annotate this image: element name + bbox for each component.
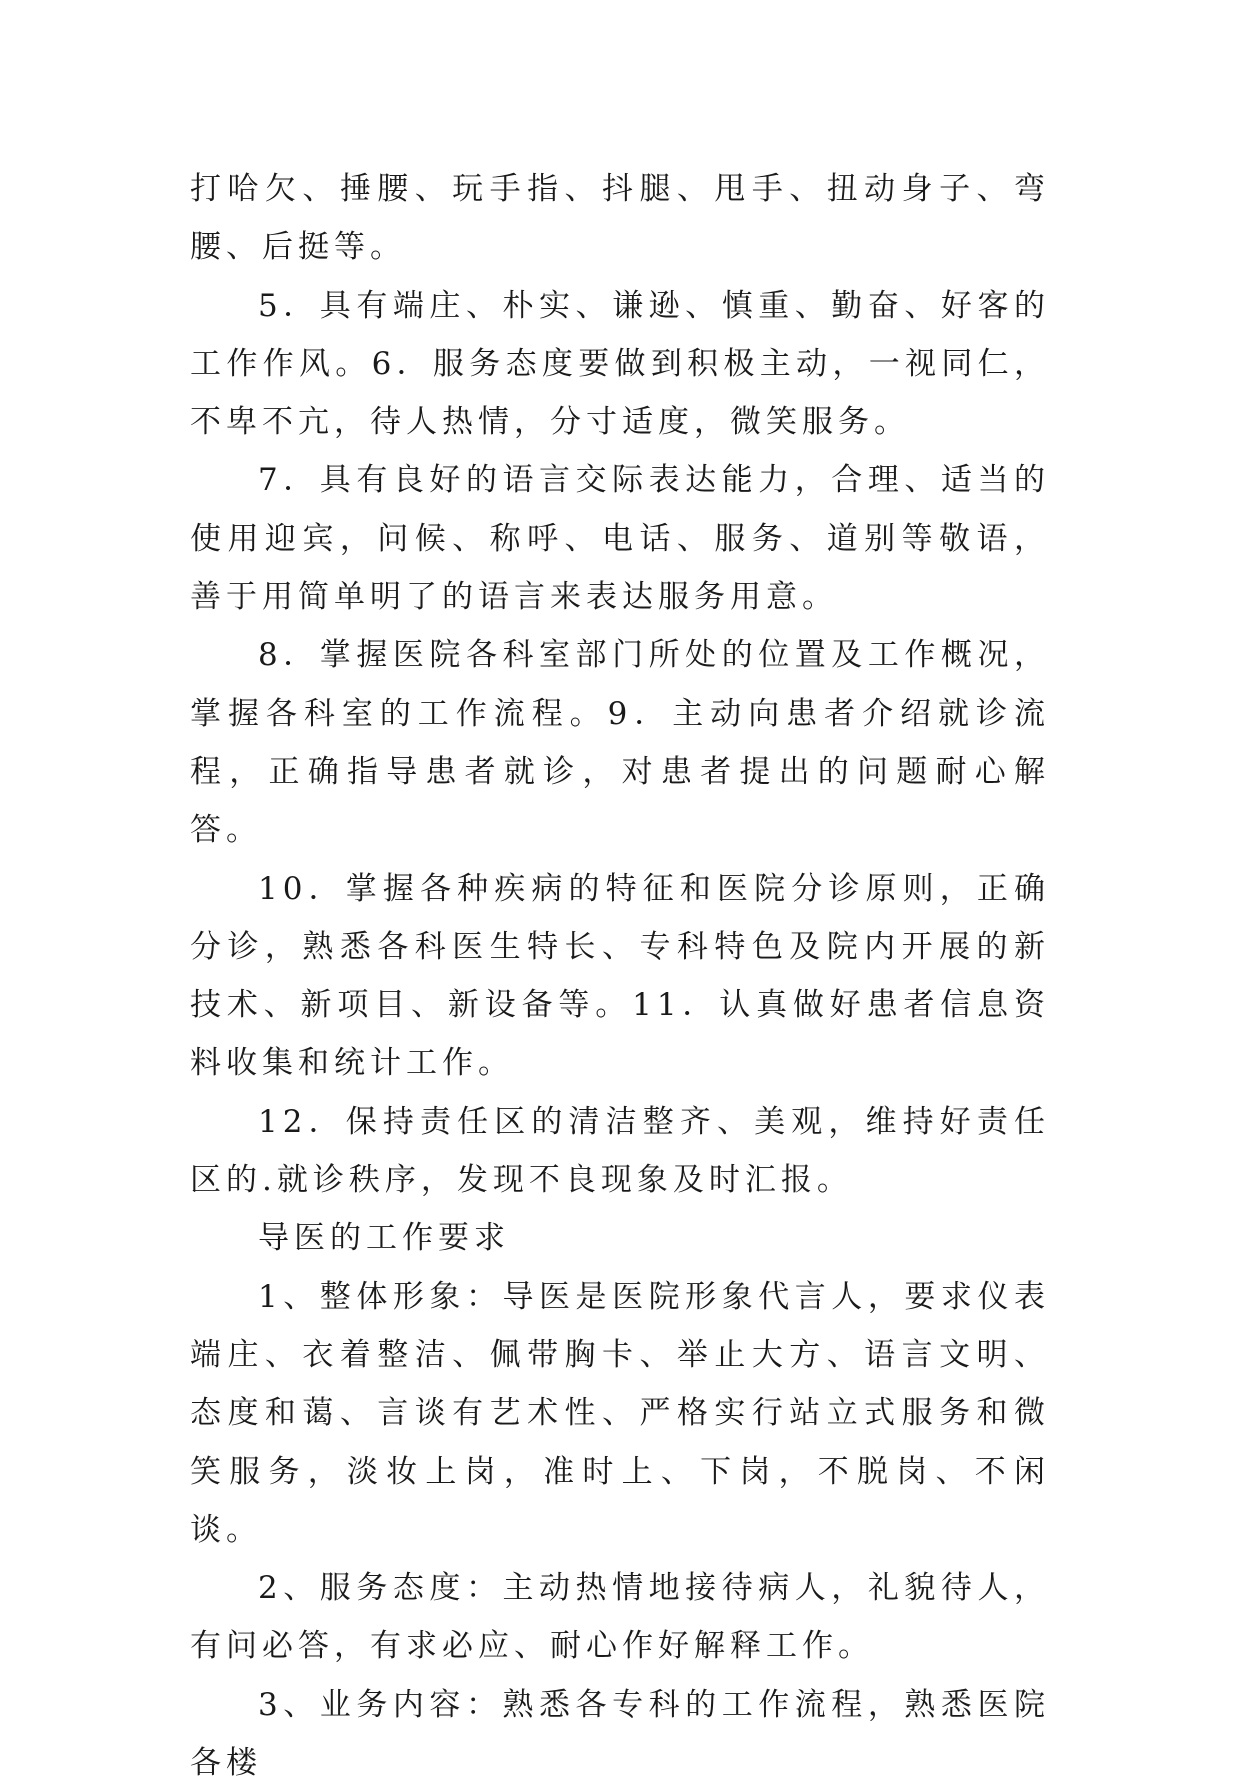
- document-body: [190, 160, 1050, 1792]
- paragraph-item-7: 7．具有良好的语言交际表达能力，合理、适当的使用迎宾，问候、称呼、电话、服务、道别等敬语，善于用简单明了的语言来表达服务用意。: [190, 462, 1050, 616]
- section-heading: 导医的工作要求: [258, 1220, 510, 1257]
- paragraph-item-8-9: 8．掌握医院各科室部门所处的位置及工作概况，掌握各科室的工作流程。9．主动向患者介绍就诊流程，正确指导患者就诊，对患者提出的问题耐心解答。: [190, 637, 1050, 849]
- paragraph-requirement-1: 1、整体形象：导医是医院形象代言人，要求仪表端庄、衣着整洁、佩带胸卡、举止大方、语言文明、态度和蔼、言谈有艺术性、严格实行站立式服务和微笑服务，淡妆上岗，准时上、下岗，不脱岗、不闲谈。: [190, 1278, 1050, 1548]
- paragraph-item-10-11: 10．掌握各种疾病的特征和医院分诊原则，正确分诊，熟悉各科医生特长、专科特色及院内开展的新技术、新项目、新设备等。11．认真做好患者信息资料收集和统计工作。: [190, 870, 1050, 1082]
- paragraph-continuation: 打哈欠、捶腰、玩手指、抖腿、甩手、扭动身子、弯腰、后挺等。: [190, 171, 1050, 266]
- paragraph-requirement-3: 3、业务内容：熟悉各专科的工作流程，熟悉医院各楼: [190, 1686, 1050, 1782]
- paragraph-item-12: 12．保持责任区的清洁整齐、美观，维持好责任区的.就诊秩序，发现不良现象及时汇报。: [190, 1103, 1050, 1199]
- paragraph-item-5-6: 5．具有端庄、朴实、谦逊、慎重、勤奋、好客的工作作风。6．服务态度要做到积极主动，一视同仁，不卑不亢，待人热情，分寸适度，微笑服务。: [190, 287, 1050, 441]
- paragraph-requirement-2: 2、服务态度：主动热情地接待病人，礼貌待人，有问必答，有求必应、耐心作好解释工作。: [190, 1570, 1050, 1665]
